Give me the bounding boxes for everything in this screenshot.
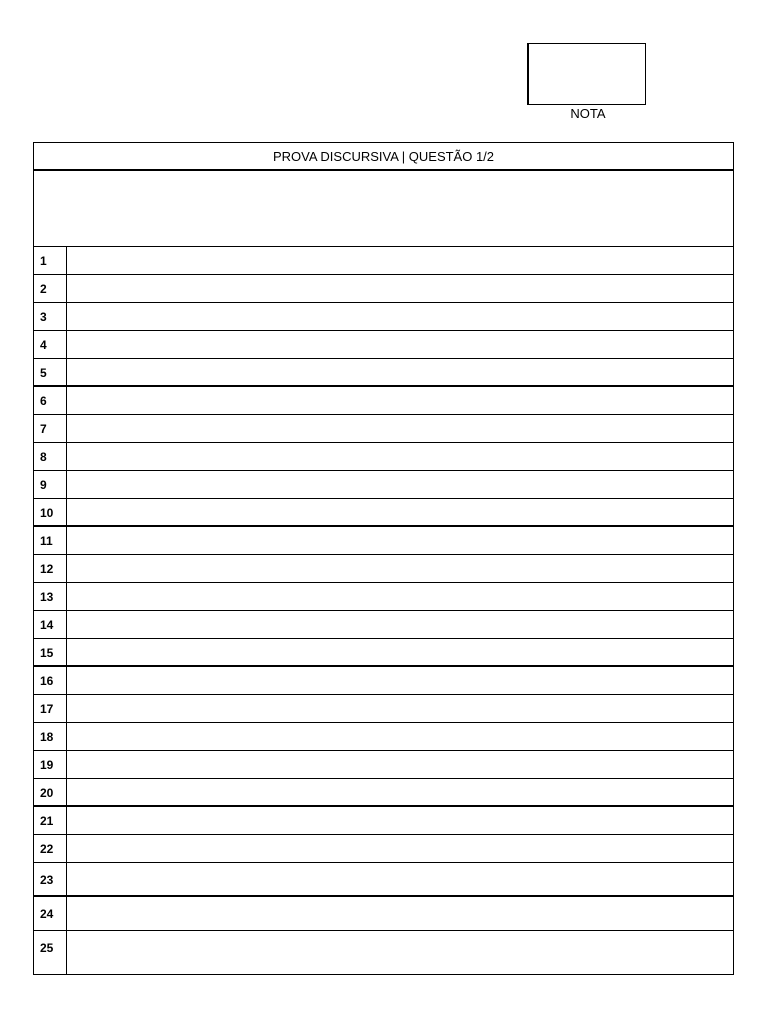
answer-line-space[interactable] xyxy=(67,611,733,638)
answer-line-row xyxy=(34,863,733,897)
answer-line-row xyxy=(34,555,733,583)
answer-line-space[interactable] xyxy=(67,471,733,498)
answer-line-space[interactable] xyxy=(67,387,733,414)
line-number: 19 xyxy=(40,758,54,772)
answer-line-row xyxy=(34,931,733,965)
answer-line-space[interactable] xyxy=(67,275,733,302)
answer-line-row xyxy=(34,275,733,303)
answer-line-row xyxy=(34,611,733,639)
answer-line-row xyxy=(34,527,733,555)
answer-line-space[interactable] xyxy=(67,583,733,610)
answer-line-space[interactable] xyxy=(67,359,733,385)
answer-line-row xyxy=(34,443,733,471)
exam-title: PROVA DISCURSIVA | QUESTÃO 1/2 xyxy=(34,143,733,171)
line-number: 2 xyxy=(40,282,47,296)
answer-line-row xyxy=(34,897,733,931)
line-number: 4 xyxy=(40,338,47,352)
answer-line-row xyxy=(34,583,733,611)
line-number: 5 xyxy=(40,366,47,380)
line-number: 23 xyxy=(40,873,54,887)
line-number: 12 xyxy=(40,562,54,576)
question-statement-area xyxy=(34,171,733,247)
line-number: 17 xyxy=(40,702,54,716)
answer-line-row xyxy=(34,331,733,359)
line-number: 16 xyxy=(40,674,54,688)
answer-line-space[interactable] xyxy=(67,415,733,442)
answer-line-space[interactable] xyxy=(67,723,733,750)
answer-line-space[interactable] xyxy=(67,667,733,694)
line-number: 1 xyxy=(40,254,47,268)
answer-line-space[interactable] xyxy=(67,499,733,525)
answer-line-row xyxy=(34,751,733,779)
line-number: 9 xyxy=(40,478,47,492)
answer-line-row xyxy=(34,387,733,415)
answer-line-space[interactable] xyxy=(67,443,733,470)
answer-line-row xyxy=(34,471,733,499)
answer-line-space[interactable] xyxy=(67,897,733,930)
answer-line-space[interactable] xyxy=(67,779,733,805)
line-number: 20 xyxy=(40,786,54,800)
answer-line-row xyxy=(34,499,733,527)
line-number: 8 xyxy=(40,450,47,464)
answer-line-space[interactable] xyxy=(67,931,733,965)
line-number: 15 xyxy=(40,646,54,660)
line-number: 14 xyxy=(40,618,54,632)
answer-line-space[interactable] xyxy=(67,527,733,554)
line-number: 7 xyxy=(40,422,47,436)
line-number: 10 xyxy=(40,506,54,520)
answer-line-row xyxy=(34,415,733,443)
answer-line-row xyxy=(34,835,733,863)
answer-line-space[interactable] xyxy=(67,835,733,862)
answer-line-row xyxy=(34,639,733,667)
line-number: 3 xyxy=(40,310,47,324)
answer-sheet xyxy=(33,142,734,975)
grade-box[interactable] xyxy=(527,43,646,105)
answer-line-row xyxy=(34,303,733,331)
line-number: 6 xyxy=(40,394,47,408)
line-number: 13 xyxy=(40,590,54,604)
answer-line-row xyxy=(34,247,733,275)
line-number: 22 xyxy=(40,842,54,856)
line-number: 24 xyxy=(40,907,54,921)
answer-line-row xyxy=(34,723,733,751)
grade-label: NOTA xyxy=(570,106,606,121)
answer-line-space[interactable] xyxy=(67,331,733,358)
line-number: 21 xyxy=(40,814,54,828)
answer-line-space[interactable] xyxy=(67,247,733,274)
answer-line-row xyxy=(34,807,733,835)
answer-line-row xyxy=(34,779,733,807)
answer-line-space[interactable] xyxy=(67,807,733,834)
answer-line-row xyxy=(34,359,733,387)
answer-line-space[interactable] xyxy=(67,303,733,330)
answer-line-row xyxy=(34,667,733,695)
answer-line-space[interactable] xyxy=(67,639,733,665)
line-number: 25 xyxy=(40,941,54,955)
answer-line-space[interactable] xyxy=(67,751,733,778)
answer-line-space[interactable] xyxy=(67,555,733,582)
answer-line-space[interactable] xyxy=(67,863,733,895)
answer-line-row xyxy=(34,695,733,723)
line-number: 11 xyxy=(40,534,53,548)
answer-line-space[interactable] xyxy=(67,695,733,722)
line-number: 18 xyxy=(40,730,54,744)
